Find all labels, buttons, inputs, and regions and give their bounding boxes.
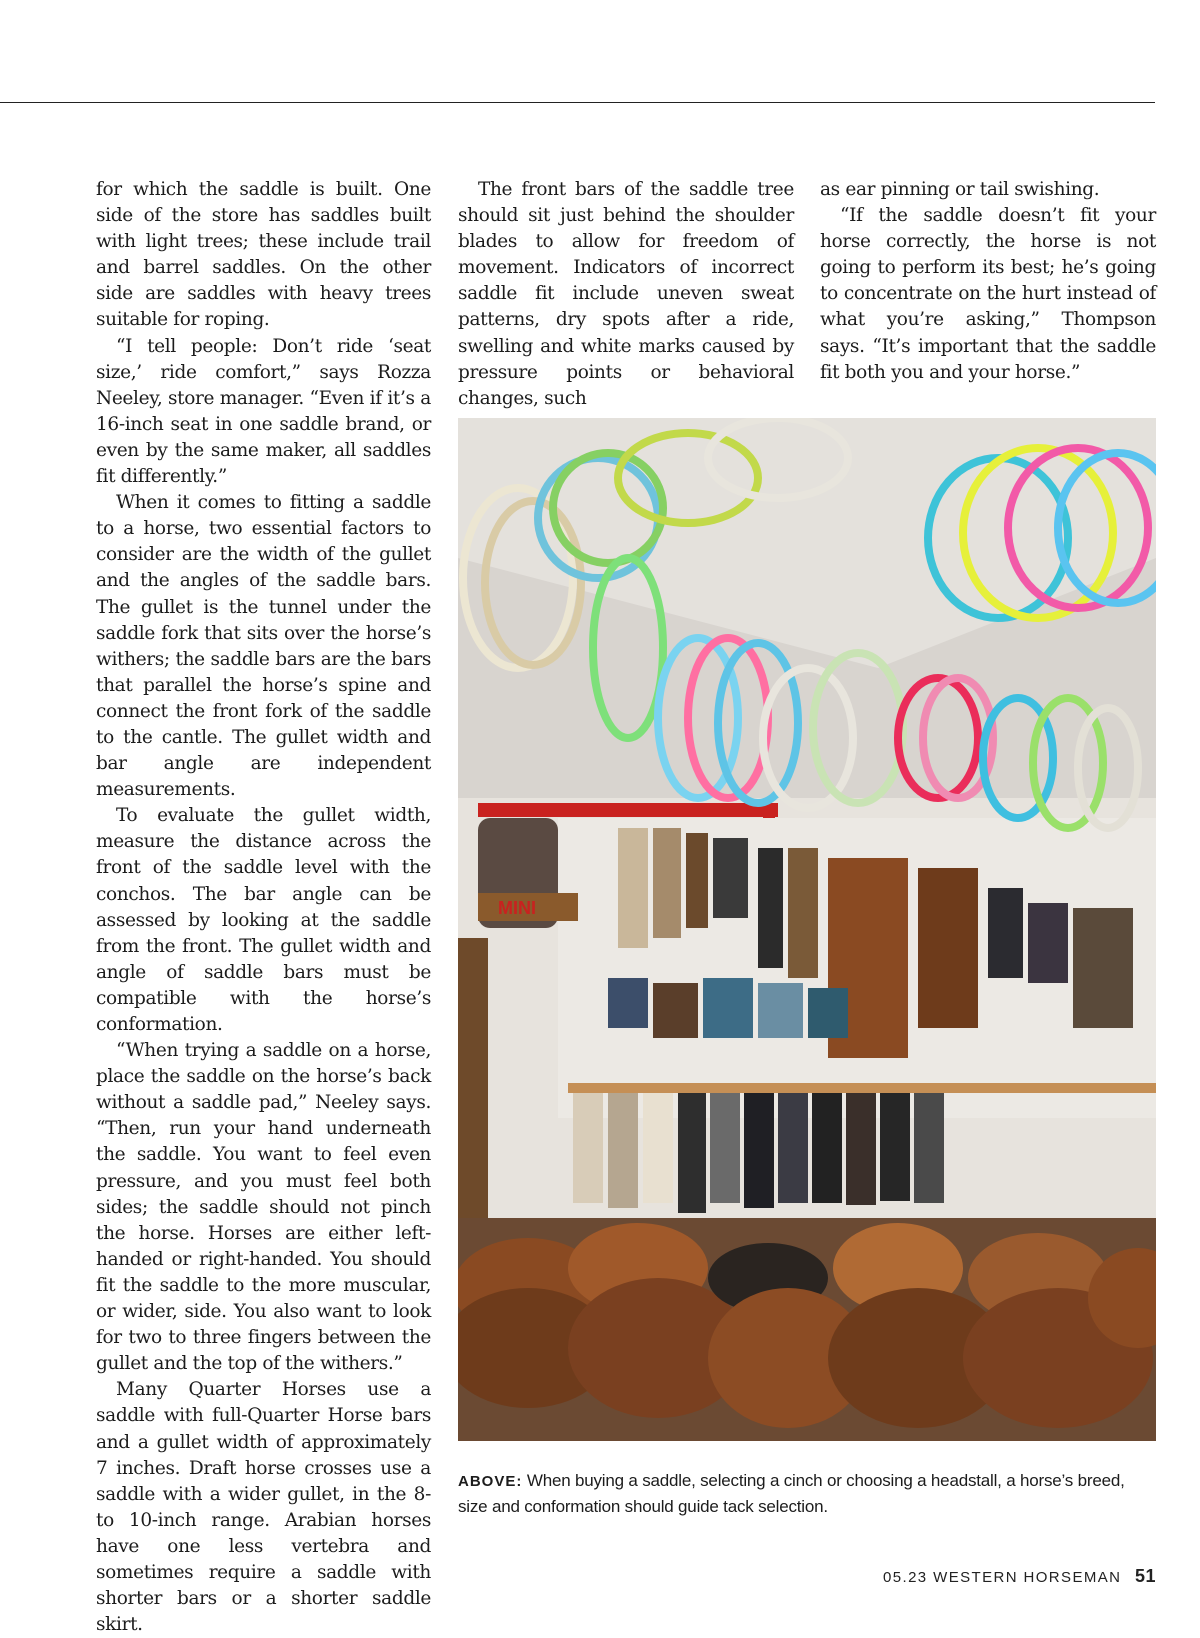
article-column-3 (820, 177, 1156, 386)
paragraph: Many Quarter Horses use a saddle with full-Quarter Horse bars and a gullet width of approximately 7 inches. Draft horse crosses use a saddle with a wider gullet, in the 8- to 10-inch range. Arabian horses have one less vertebra and sometimes require a saddle with shorter bars or a shorter saddle skirt. (96, 1379, 431, 1636)
paragraph: “When trying a saddle on a horse, place the saddle on the horse’s back without a saddle pad,” Neeley says. “Then, run your hand underneath the saddle. You want to feel even pressure, and you must feel both sides; the saddle should not pinch the horse. Horses are either left-handed or right-handed. You should fit the saddle to the more muscular, or wider, side. You also want to look for two to three fingers between the gullet and the top of the withers.” (96, 1040, 431, 1375)
caption-text: When buying a saddle, selecting a cinch or choosing a headstall, a horse’s breed, size and conformation should guide tack selection. (458, 1471, 1125, 1516)
magazine-name: WESTERN HORSEMAN (933, 1569, 1122, 1586)
cinches (573, 1093, 944, 1213)
mini-sign-text: MINI (498, 898, 536, 918)
page-number: 51 (1134, 1566, 1156, 1586)
photo-caption (458, 1468, 1156, 1519)
paragraph: The front bars of the saddle tree should sit just behind the shoulder blades to allow for freedom of movement. Indicators of incorrect saddle fit include uneven sweat patterns, dry spots after a ride, swelling and white marks caused by pressure points or behavioral changes, such (458, 179, 794, 409)
wood-post (458, 938, 488, 1238)
tack-store-photo (458, 418, 1156, 1441)
paragraph: To evaluate the gullet width, measure the distance across the front of the saddle level with the conchos. The bar angle can be assessed by looking at the saddle from the front. The gullet width and angle of saddle bars must be compatible with the horse’s conformation. (96, 805, 431, 1035)
paragraph: When it comes to fitting a saddle to a horse, two essential factors to consider are the width of the gullet and the angles of the saddle bars. The gullet is the tunnel under the saddle fork that sits over the horse’s withers; the saddle bars are the bars that parallel the horse’s spine and connect the front fork of the saddle to the cantle. The gullet width and bar angle are independent measurements. (96, 492, 431, 801)
top-rule (0, 102, 1155, 103)
page-folio (883, 1566, 1156, 1587)
article-column-2 (458, 177, 794, 412)
cinch-shelf (568, 1083, 1156, 1093)
paragraph: as ear pinning or tail swishing. (820, 179, 1100, 200)
paragraph: “I tell people: Don’t ride ‘seat size,’ ride comfort,” says Rozza Neeley, store manager. “Even if it’s a 16-inch seat in one saddle brand, or even by the same maker, all saddles fit differently.” (96, 335, 431, 488)
paragraph: for which the saddle is built. One side of the store has saddles built with light trees; these include trail and barrel saddles. On the other side are saddles with heavy trees suitable for roping. (96, 179, 431, 331)
red-trim (478, 803, 778, 817)
paragraph: “If the saddle doesn’t fit your horse correctly, the horse is not going to perform its best; he’s going to concentrate on the hurt instead of what you’re asking,” Thompson says. “It’s important that the saddle fit both you and your horse.” (820, 205, 1156, 383)
caption-lead: ABOVE: (458, 1473, 523, 1490)
saddles (458, 1223, 1156, 1428)
issue-date: 05.23 (883, 1569, 928, 1586)
article-column-1 (96, 177, 431, 1638)
tack-store-illustration (458, 418, 1156, 1441)
